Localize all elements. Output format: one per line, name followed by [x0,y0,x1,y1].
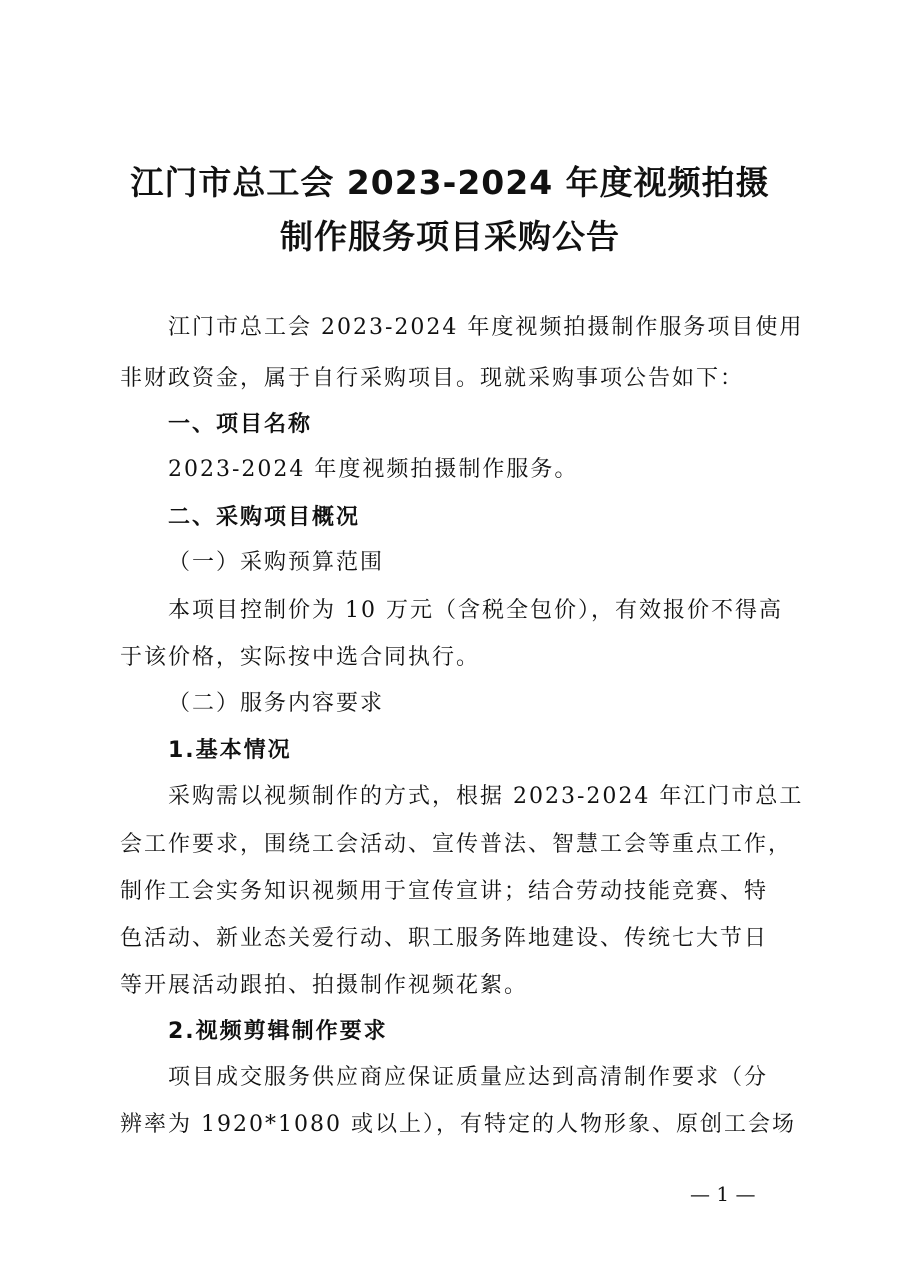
sub-heading-service: （二）服务内容要求 [168,691,385,716]
paragraph-basic-line-5: 等开展活动跟拍、拍摄制作视频花絮。 [120,973,529,998]
page-number: — 1 — [690,1182,756,1206]
project-name: 2023-2024 年度视频拍摄制作服务。 [168,457,579,482]
paragraph-basic-line-1: 采购需以视频制作的方式，根据 2023-2024 年江门市总工 [168,784,804,809]
paragraph-budget-line-2: 于该价格，实际按中选合同执行。 [120,645,481,670]
paragraph-basic-line-2: 会工作要求，围绕工会活动、宣传普法、智慧工会等重点工作， [120,832,793,857]
paragraph-intro-line-1: 江门市总工会 2023-2024 年度视频拍摄制作服务项目使用 [168,315,804,340]
document-title-line-1: 江门市总工会 2023-2024 年度视频拍摄 [130,163,770,202]
paragraph-editing-line-2: 辨率为 1920*1080 或以上），有特定的人物形象、原创工会场 [120,1112,796,1137]
paragraph-basic-line-4: 色活动、新业态关爱行动、职工服务阵地建设、传统七大节日 [120,926,769,951]
item-heading-editing: 2.视频剪辑制作要求 [168,1019,388,1044]
sub-heading-budget: （一）采购预算范围 [168,550,385,575]
paragraph-basic-line-3: 制作工会实务知识视频用于宣传宣讲；结合劳动技能竞赛、特 [120,879,769,904]
paragraph-budget-line-1: 本项目控制价为 10 万元（含税全包价），有效报价不得高 [168,598,783,623]
paragraph-intro-line-2: 非财政资金，属于自行采购项目。现就采购事项公告如下： [120,366,745,391]
document-title-line-2: 制作服务项目采购公告 [280,217,620,256]
section-heading-2: 二、采购项目概况 [168,505,361,530]
paragraph-editing-line-1: 项目成交服务供应商应保证质量应达到高清制作要求（分 [168,1065,769,1090]
section-heading-1: 一、项目名称 [168,412,313,437]
item-heading-basic: 1.基本情况 [168,738,292,763]
